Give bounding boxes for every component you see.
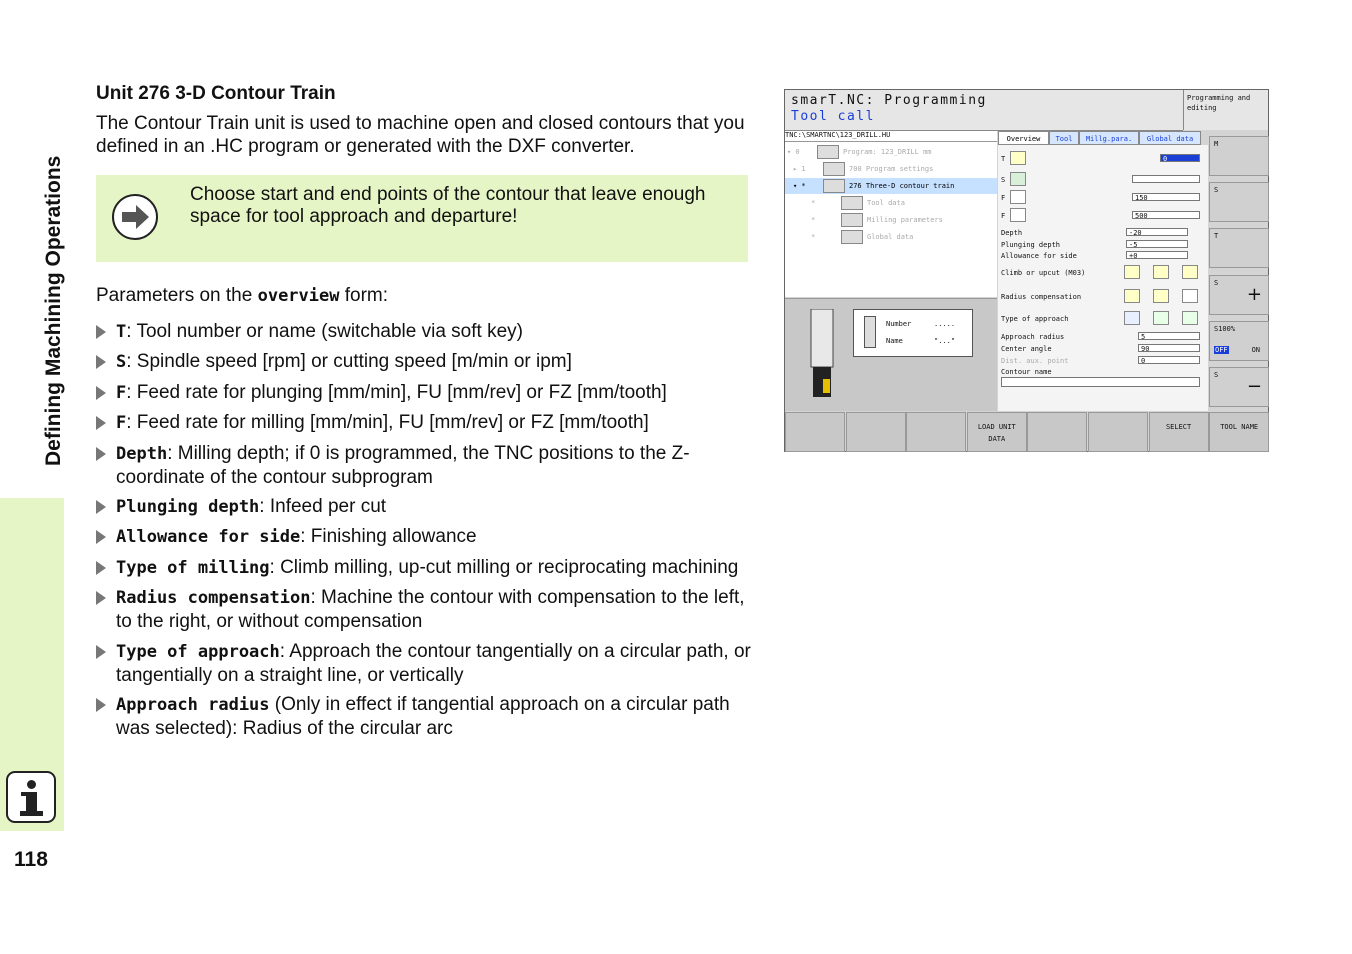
bullet-triangle-icon: [96, 530, 106, 544]
softkey-s-minus[interactable]: S −: [1209, 367, 1269, 407]
tree-node-icon: [823, 179, 845, 193]
note-box: [96, 175, 748, 262]
plunging-depth-field[interactable]: -5: [1126, 240, 1188, 248]
parameter-name: Approach radius: [116, 694, 270, 715]
tree-node-icon: [841, 196, 863, 210]
spindle-icon: [1010, 172, 1026, 186]
mode-indicator: Programming and editing: [1183, 90, 1268, 130]
tree-item[interactable]: * Milling parameters: [785, 212, 997, 228]
minus-icon: −: [1246, 376, 1262, 397]
bullet-triangle-icon: [96, 645, 106, 659]
bullet-triangle-icon: [96, 416, 106, 430]
section-heading: Unit 276 3-D Contour Train: [96, 83, 336, 104]
tnc-screenshot: [784, 89, 1269, 452]
parameter-name: Type of approach: [116, 641, 280, 662]
tree-node-icon: [817, 145, 839, 159]
screen-titlebar: [785, 90, 1183, 131]
parameter-description: : Tool number or name (switchable via soft key): [126, 321, 523, 342]
parameter-item: [96, 586, 756, 633]
arrow-right-circle-icon: [112, 194, 158, 240]
bullet-triangle-icon: [96, 355, 106, 369]
radius-comp-left-icon[interactable]: [1124, 289, 1140, 303]
parameter-name: Allowance for side: [116, 527, 301, 548]
tree-node-icon: [841, 213, 863, 227]
approach-radius-field[interactable]: 5: [1138, 332, 1200, 340]
tab-overview[interactable]: Overview: [998, 131, 1049, 145]
parameter-item: [96, 320, 756, 344]
tree-node-icon: [823, 162, 845, 176]
end-mill-icon: [809, 309, 835, 401]
approach-straight-icon[interactable]: [1153, 311, 1169, 325]
screen-subtitle: Tool call: [791, 109, 875, 124]
bullet-triangle-icon: [96, 325, 106, 339]
sidebar: [0, 0, 64, 954]
softkey-6[interactable]: [1088, 412, 1148, 452]
s-field[interactable]: [1132, 175, 1200, 183]
parameter-item: [96, 381, 756, 405]
parameter-item: [96, 495, 756, 519]
bullet-triangle-icon: [96, 698, 106, 712]
tab-tool[interactable]: Tool: [1049, 131, 1079, 145]
parameter-description: : Machine the contour with compensation to the left, to the right, or without compensation: [116, 587, 745, 633]
depth-field[interactable]: -20: [1126, 228, 1188, 236]
parameter-item: [96, 693, 756, 740]
radius-comp-none-icon[interactable]: [1182, 289, 1198, 303]
parameter-name: S: [116, 352, 127, 373]
parameter-description: : Feed rate for milling [mm/min], FU [mm/rev] or FZ [mm/tooth]: [126, 412, 649, 434]
dist-aux-point-field[interactable]: 0: [1138, 356, 1200, 364]
parameter-item: [96, 411, 756, 435]
horizontal-softkeys: [785, 412, 1270, 452]
info-icon: [6, 771, 56, 823]
parameter-name: F: [116, 382, 127, 403]
approach-vertical-icon[interactable]: [1182, 311, 1198, 325]
overview-form: T 0 S F 150 F 500 Depth -20 Plunging depth -5 Allowance for side +0 Climb or upcut (M03) Radius compensation Type of approach Approach radius 5 Center angle 90 Dist. aux. point 0 Contour name: [998, 145, 1208, 411]
tree-item[interactable]: ▾ 0 Program: 123_DRILL mm: [785, 144, 997, 160]
softkey-t[interactable]: T: [1209, 228, 1269, 268]
softkey-2[interactable]: [846, 412, 906, 452]
chapter-title: Defining Machining Operations: [42, 155, 65, 466]
parameter-item: [96, 442, 756, 489]
intro-paragraph: The Contour Train unit is used to machine open and closed contours that you defined in an .HC program or generated with the DXF converter.: [96, 113, 745, 157]
parameter-description: : Approach the contour tangentially on a circular path, or tangentially on a straight line, or vertically: [116, 640, 751, 686]
bullet-triangle-icon: [96, 500, 106, 514]
parameter-name: Type of milling: [116, 557, 270, 578]
parameter-item: [96, 640, 756, 687]
screen-title: smarT.NC: Programming: [791, 93, 987, 108]
plunge-feed-icon: [1010, 190, 1026, 204]
softkey-3[interactable]: [906, 412, 966, 452]
f-plunge-field[interactable]: 150: [1132, 193, 1200, 201]
parameter-item: [96, 525, 756, 549]
bullet-triangle-icon: [96, 591, 106, 605]
softkey-s-1[interactable]: S: [1209, 182, 1269, 222]
tree-node-icon: [841, 230, 863, 244]
f-milling-field[interactable]: 500: [1132, 211, 1200, 219]
approach-circular-icon[interactable]: [1124, 311, 1140, 325]
bullet-triangle-icon: [96, 561, 106, 575]
plus-icon: +: [1246, 284, 1262, 305]
tool-preview: [785, 298, 997, 411]
bullet-triangle-icon: [96, 386, 106, 400]
parameter-description: : Infeed per cut: [259, 495, 387, 517]
parameter-name: Radius compensation: [116, 588, 311, 609]
parameter-name: F: [116, 413, 127, 434]
allowance-field[interactable]: +0: [1126, 251, 1188, 259]
parameter-description: (Only in effect if tangential approach on a circular path was selected): Radius of the circular arc: [116, 693, 730, 739]
parameter-description: : Feed rate for plunging [mm/min], FU [mm/rev] or FZ [mm/tooth]: [126, 381, 667, 403]
parameter-item: [96, 556, 756, 580]
tree-item[interactable]: * Global data: [785, 229, 997, 245]
note-text: Choose start and end points of the contour that leave enough space for tool approach and departure!: [190, 184, 706, 227]
tool-icon: [1010, 151, 1026, 165]
parameters-intro: Parameters on the overview form:: [96, 285, 389, 306]
tab-milling-params[interactable]: Millg.para.: [1079, 131, 1139, 145]
parameter-name: T: [116, 322, 127, 342]
softkey-spindle-override[interactable]: S100% OFF ON: [1209, 321, 1269, 361]
softkey-8[interactable]: TOOL NAME: [1209, 412, 1269, 452]
softkey-s-plus[interactable]: S +: [1209, 275, 1269, 315]
parameter-item: [96, 350, 756, 374]
softkey-1[interactable]: [785, 412, 845, 452]
center-angle-field[interactable]: 90: [1138, 344, 1200, 352]
parameter-list: [96, 320, 756, 746]
radius-comp-right-icon[interactable]: [1153, 289, 1169, 303]
parameter-description: : Spindle speed [rpm] or cutting speed [m/min or ipm]: [126, 351, 572, 373]
bullet-triangle-icon: [96, 447, 106, 461]
program-path: TNC:\SMARTNC\123_DRILL.HU: [785, 131, 997, 142]
milling-feed-icon: [1010, 208, 1026, 222]
softkey-5[interactable]: [1027, 412, 1087, 452]
page-number: 118: [14, 848, 48, 871]
t-field[interactable]: 0: [1160, 154, 1200, 162]
parameter-description: : Finishing allowance: [300, 526, 477, 548]
tree-item[interactable]: ▾ * 276 Three-D contour train: [785, 178, 997, 194]
parameter-name: Depth: [116, 443, 168, 464]
parameter-description: : Climb milling, up-cut milling or reciprocating machining: [269, 556, 739, 578]
tree-item[interactable]: * Tool data: [785, 195, 997, 211]
reciprocating-icon[interactable]: [1182, 265, 1198, 279]
tree-item[interactable]: ▸ 1 700 Program settings: [785, 161, 997, 177]
upcut-milling-icon[interactable]: [1153, 265, 1169, 279]
tab-global-data[interactable]: Global data: [1139, 131, 1201, 145]
parameter-description: : Milling depth; if 0 is programmed, the TNC positions to the Z-coordinate of the contour subprogram: [116, 442, 690, 488]
climb-milling-icon[interactable]: [1124, 265, 1140, 279]
program-tree: [785, 142, 997, 297]
softkey-4[interactable]: LOAD UNIT DATA: [967, 412, 1027, 452]
softkey-m[interactable]: M: [1209, 136, 1269, 176]
tool-info-box: Number ..... Name "...": [853, 309, 973, 357]
softkey-7[interactable]: SELECT: [1149, 412, 1209, 452]
parameter-name: Plunging depth: [116, 496, 260, 517]
contour-name-field[interactable]: [1001, 377, 1200, 387]
